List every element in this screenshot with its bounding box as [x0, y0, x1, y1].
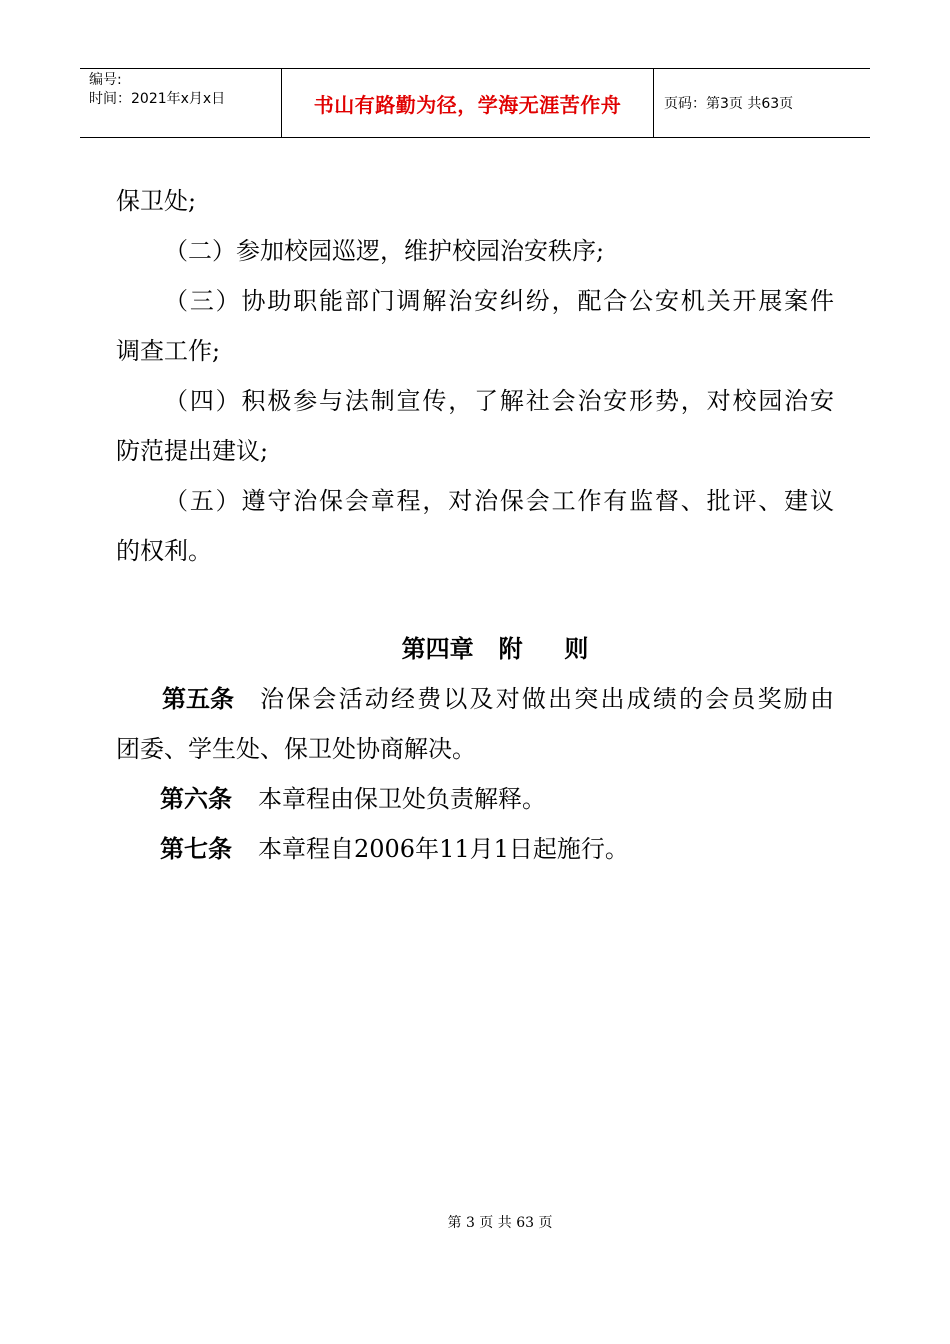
- page-footer: 第 3 页 共 63 页: [447, 1215, 553, 1231]
- document-time-label: 时间：2021年x月x日: [89, 91, 226, 107]
- article-6: [160, 784, 546, 814]
- body-line: 保卫处;: [116, 187, 197, 215]
- article-5-label: 第五条: [162, 685, 234, 713]
- chapter-title: 第四章 附 则: [401, 635, 589, 663]
- article-7-text: 本章程自2006年11月1日起施行。: [258, 835, 629, 863]
- article-7-label: 第七条: [160, 835, 232, 863]
- list-item-5-line2: 的权利。: [116, 537, 212, 565]
- list-item-4-line1: （四）积极参与法制宣传，了解社会治安形势，对校园治安: [164, 387, 834, 415]
- list-item-5-line1: （五）遵守治保会章程，对治保会工作有监督、批评、建议: [164, 487, 834, 515]
- header-page-info-cell: [654, 69, 870, 137]
- article-7: [160, 834, 629, 864]
- document-number-label: 编号:: [89, 72, 122, 88]
- list-item-3-line2: 调查工作;: [116, 337, 221, 365]
- article-6-text: 本章程由保卫处负责解释。: [258, 785, 546, 813]
- list-item-3-line1: （三）协助职能部门调解治安纠纷，配合公安机关开展案件: [164, 287, 834, 315]
- header-meta: [80, 69, 282, 137]
- article-6-label: 第六条: [160, 785, 232, 813]
- article-5-text: 治保会活动经费以及对做出突出成绩的会员奖励由: [260, 685, 834, 713]
- header-page-info: 页码：第3页 共63页: [664, 96, 794, 112]
- list-item-4-line2: 防范提出建议;: [116, 437, 269, 465]
- header-motto-cell: [282, 69, 654, 137]
- article-5-line1: [162, 684, 834, 714]
- header-motto: 书山有路勤为径，学海无涯苦作舟: [313, 92, 622, 117]
- article-5-line2: 团委、学生处、保卫处协商解决。: [116, 735, 476, 763]
- list-item-2: （二）参加校园巡逻，维护校园治安秩序;: [164, 237, 605, 265]
- page-header: [80, 68, 870, 138]
